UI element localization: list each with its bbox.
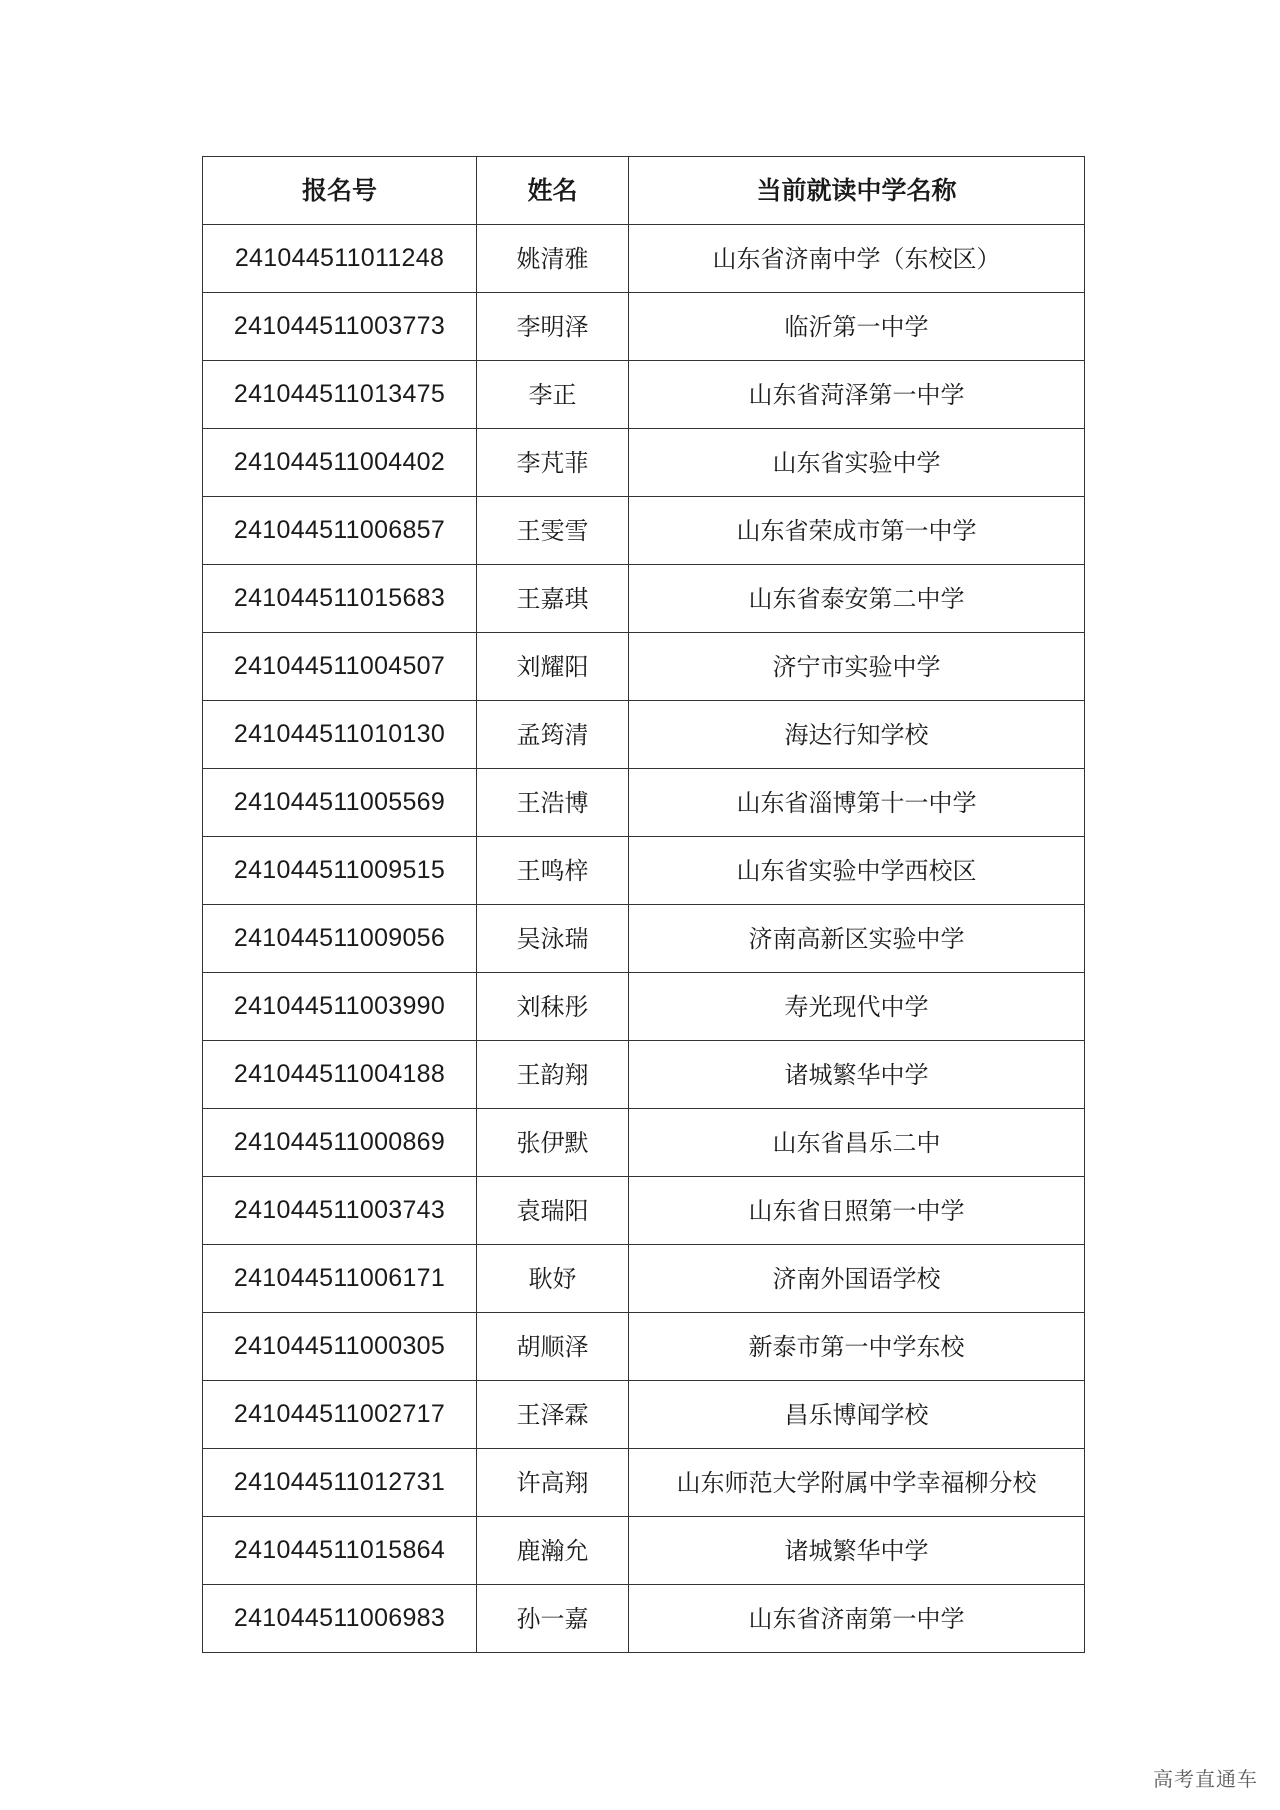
registration-number-cell: 241044511004402 xyxy=(203,429,477,497)
table-row xyxy=(203,225,1085,293)
student-name-cell: 王泽霖 xyxy=(477,1381,629,1449)
registration-number-cell: 241044511006171 xyxy=(203,1245,477,1313)
table-row xyxy=(203,429,1085,497)
table-row xyxy=(203,1449,1085,1517)
header-name: 姓名 xyxy=(477,157,629,225)
school-name-cell: 山东师范大学附属中学幸福柳分校 xyxy=(629,1449,1085,1517)
table-row xyxy=(203,293,1085,361)
table-row xyxy=(203,1313,1085,1381)
student-name-cell: 刘秣彤 xyxy=(477,973,629,1041)
student-name-cell: 鹿瀚允 xyxy=(477,1517,629,1585)
student-name-cell: 李正 xyxy=(477,361,629,429)
table-row xyxy=(203,565,1085,633)
school-name-cell: 临沂第一中学 xyxy=(629,293,1085,361)
school-name-cell: 山东省实验中学西校区 xyxy=(629,837,1085,905)
table-row xyxy=(203,633,1085,701)
school-name-cell: 济南高新区实验中学 xyxy=(629,905,1085,973)
registration-number-cell: 241044511010130 xyxy=(203,701,477,769)
table-row xyxy=(203,1517,1085,1585)
student-name-cell: 王雯雪 xyxy=(477,497,629,565)
table-row xyxy=(203,701,1085,769)
table-row xyxy=(203,1585,1085,1653)
student-name-cell: 胡顺泽 xyxy=(477,1313,629,1381)
table-row xyxy=(203,1109,1085,1177)
registration-number-cell: 241044511013475 xyxy=(203,361,477,429)
registration-number-cell: 241044511015864 xyxy=(203,1517,477,1585)
table-row xyxy=(203,1245,1085,1313)
registration-number-cell: 241044511003743 xyxy=(203,1177,477,1245)
registration-number-cell: 241044511000305 xyxy=(203,1313,477,1381)
registration-number-cell: 241044511009515 xyxy=(203,837,477,905)
school-name-cell: 昌乐博闻学校 xyxy=(629,1381,1085,1449)
school-name-cell: 诸城繁华中学 xyxy=(629,1041,1085,1109)
student-name-cell: 姚清雅 xyxy=(477,225,629,293)
registration-number-cell: 241044511002717 xyxy=(203,1381,477,1449)
table-row xyxy=(203,497,1085,565)
table-row xyxy=(203,1177,1085,1245)
student-name-cell: 吴泳瑞 xyxy=(477,905,629,973)
school-name-cell: 山东省泰安第二中学 xyxy=(629,565,1085,633)
student-name-cell: 刘耀阳 xyxy=(477,633,629,701)
table-row xyxy=(203,837,1085,905)
registration-number-cell: 241044511004188 xyxy=(203,1041,477,1109)
school-name-cell: 寿光现代中学 xyxy=(629,973,1085,1041)
student-name-cell: 许高翔 xyxy=(477,1449,629,1517)
registration-number-cell: 241044511005569 xyxy=(203,769,477,837)
school-name-cell: 山东省荣成市第一中学 xyxy=(629,497,1085,565)
registration-number-cell: 241044511004507 xyxy=(203,633,477,701)
student-name-cell: 王浩博 xyxy=(477,769,629,837)
registration-number-cell: 241044511015683 xyxy=(203,565,477,633)
student-name-cell: 李明泽 xyxy=(477,293,629,361)
registration-number-cell: 241044511000869 xyxy=(203,1109,477,1177)
table-row xyxy=(203,769,1085,837)
student-name-cell: 王嘉琪 xyxy=(477,565,629,633)
student-name-cell: 耿妤 xyxy=(477,1245,629,1313)
student-name-cell: 王鸣梓 xyxy=(477,837,629,905)
header-registration-number: 报名号 xyxy=(203,157,477,225)
school-name-cell: 山东省昌乐二中 xyxy=(629,1109,1085,1177)
school-name-cell: 山东省日照第一中学 xyxy=(629,1177,1085,1245)
registration-number-cell: 241044511006983 xyxy=(203,1585,477,1653)
student-name-cell: 李芃菲 xyxy=(477,429,629,497)
registration-number-cell: 241044511006857 xyxy=(203,497,477,565)
admission-roster-table xyxy=(202,156,1085,1653)
registration-number-cell: 241044511011248 xyxy=(203,225,477,293)
table-row xyxy=(203,973,1085,1041)
school-name-cell: 山东省菏泽第一中学 xyxy=(629,361,1085,429)
watermark: 高考直通车 xyxy=(1153,1767,1258,1791)
school-name-cell: 新泰市第一中学东校 xyxy=(629,1313,1085,1381)
table-row xyxy=(203,905,1085,973)
student-name-cell: 袁瑞阳 xyxy=(477,1177,629,1245)
table-row xyxy=(203,1041,1085,1109)
table-row xyxy=(203,361,1085,429)
registration-number-cell: 241044511009056 xyxy=(203,905,477,973)
registration-number-cell: 241044511003990 xyxy=(203,973,477,1041)
student-name-cell: 孙一嘉 xyxy=(477,1585,629,1653)
school-name-cell: 山东省济南中学（东校区） xyxy=(629,225,1085,293)
header-school-name: 当前就读中学名称 xyxy=(629,157,1085,225)
student-name-cell: 王韵翔 xyxy=(477,1041,629,1109)
school-name-cell: 济南外国语学校 xyxy=(629,1245,1085,1313)
table-header-row xyxy=(203,157,1085,225)
school-name-cell: 山东省实验中学 xyxy=(629,429,1085,497)
school-name-cell: 山东省淄博第十一中学 xyxy=(629,769,1085,837)
table-row xyxy=(203,1381,1085,1449)
school-name-cell: 海达行知学校 xyxy=(629,701,1085,769)
registration-number-cell: 241044511003773 xyxy=(203,293,477,361)
student-name-cell: 张伊默 xyxy=(477,1109,629,1177)
school-name-cell: 山东省济南第一中学 xyxy=(629,1585,1085,1653)
student-name-cell: 孟筠清 xyxy=(477,701,629,769)
school-name-cell: 诸城繁华中学 xyxy=(629,1517,1085,1585)
registration-number-cell: 241044511012731 xyxy=(203,1449,477,1517)
school-name-cell: 济宁市实验中学 xyxy=(629,633,1085,701)
